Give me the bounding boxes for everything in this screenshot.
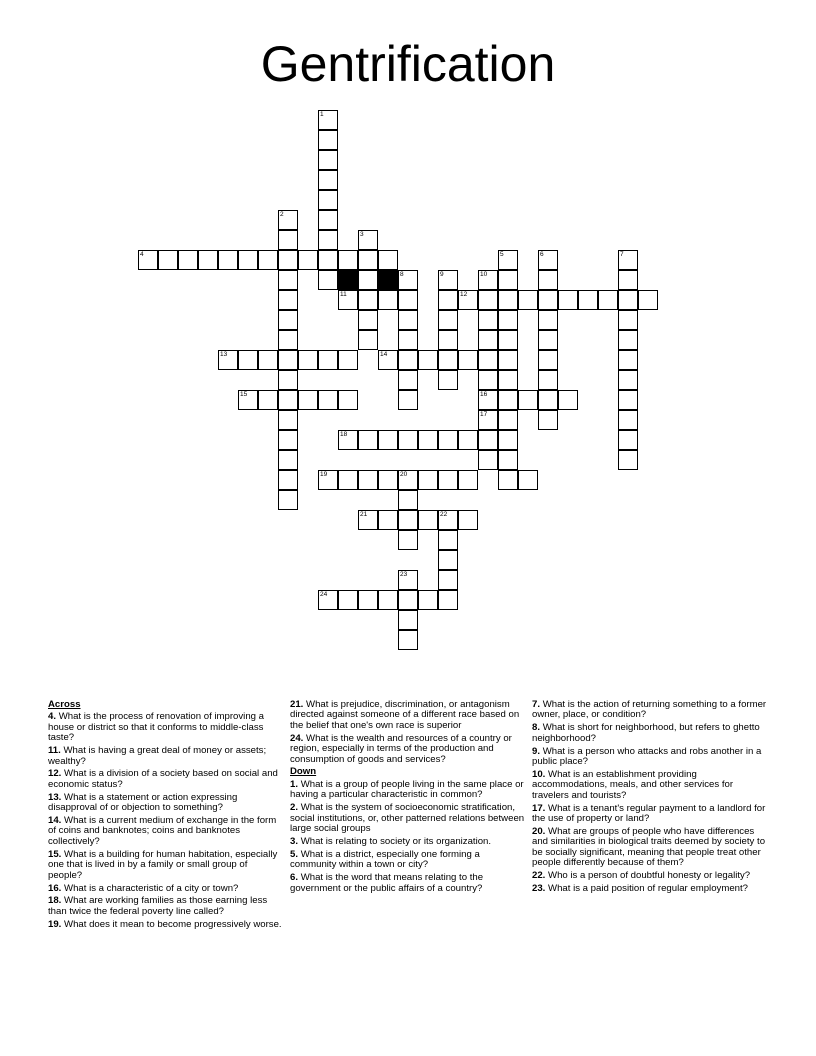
- crossword-cell[interactable]: [278, 450, 298, 470]
- clue-text: What is a building for human habitation, especially one that is lived in by a family or small group of people?: [48, 848, 278, 881]
- across-clue: [290, 700, 526, 731]
- crossword-cell[interactable]: [538, 390, 558, 410]
- crossword-cell[interactable]: [618, 370, 638, 390]
- crossword-cell[interactable]: [478, 410, 498, 430]
- crossword-cell[interactable]: [518, 390, 538, 410]
- crossword-cell[interactable]: [358, 290, 378, 310]
- crossword-cell[interactable]: [498, 450, 518, 470]
- crossword-cell[interactable]: [398, 310, 418, 330]
- clue-number: 21: [360, 511, 368, 518]
- crossword-cell[interactable]: [278, 270, 298, 290]
- clue-num: 10.: [532, 768, 546, 780]
- crossword-cell[interactable]: [138, 250, 158, 270]
- crossword-cell[interactable]: [358, 330, 378, 350]
- across-clue: [48, 884, 284, 894]
- crossword-cell[interactable]: [478, 370, 498, 390]
- clues-column-1: [48, 700, 284, 933]
- crossword-cell[interactable]: [498, 370, 518, 390]
- clue-number: 18: [340, 431, 348, 438]
- crossword-cell[interactable]: [418, 510, 438, 530]
- crossword-cell[interactable]: [378, 250, 398, 270]
- crossword-cell[interactable]: [618, 390, 638, 410]
- clue-text: What is the process of renovation of improving a house or district so that it conforms to middle-class taste?: [48, 711, 264, 744]
- crossword-cell[interactable]: [438, 510, 458, 530]
- crossword-cell[interactable]: [358, 270, 378, 290]
- crossword-cell[interactable]: [398, 390, 418, 410]
- clue-text: What is a paid position of regular employment?: [548, 883, 748, 894]
- clue-number: 13: [220, 351, 228, 358]
- crossword-cell[interactable]: [438, 350, 458, 370]
- crossword-cell[interactable]: [478, 450, 498, 470]
- clue-number: 23: [400, 571, 408, 578]
- crossword-cell[interactable]: [218, 350, 238, 370]
- clue-num: 7.: [532, 699, 541, 710]
- clue-number: 8: [400, 271, 404, 278]
- crossword-cell[interactable]: [438, 430, 458, 450]
- across-clue: [48, 712, 284, 743]
- clue-num: 21.: [290, 699, 304, 710]
- clue-num: 22.: [532, 870, 546, 882]
- crossword-cell[interactable]: [238, 390, 258, 410]
- crossword-cell[interactable]: [318, 110, 338, 130]
- crossword-cell[interactable]: [418, 350, 438, 370]
- crossword-cell[interactable]: [398, 530, 418, 550]
- crossword-cell[interactable]: [378, 470, 398, 490]
- clue-num: 14.: [48, 815, 62, 827]
- crossword-cell[interactable]: [358, 470, 378, 490]
- clue-num: 9.: [532, 745, 541, 757]
- crossword-cell[interactable]: [318, 470, 338, 490]
- crossword-cell[interactable]: [498, 390, 518, 410]
- clue-text: What is short for neighborhood, but refers to ghetto neighborhood?: [532, 722, 760, 744]
- crossword-cell[interactable]: [378, 590, 398, 610]
- crossword-cell[interactable]: [618, 330, 638, 350]
- clue-num: 15.: [48, 848, 62, 860]
- crossword-cell[interactable]: [378, 430, 398, 450]
- clue-number: 7: [620, 251, 624, 258]
- crossword-cell[interactable]: [478, 350, 498, 370]
- clue-text: What is the wealth and resources of a country or region, especially in terms of the production and consumption of goods and services?: [290, 732, 512, 765]
- clue-number: 9: [440, 271, 444, 278]
- crossword-cell[interactable]: [358, 510, 378, 530]
- clue-text: What is the action of returning something to a former owner, place, or condition?: [532, 699, 767, 721]
- crossword-cell[interactable]: [298, 390, 318, 410]
- crossword-cell[interactable]: [318, 210, 338, 230]
- crossword-cell[interactable]: [638, 290, 658, 310]
- crossword-cell[interactable]: [398, 510, 418, 530]
- clues-column-2: [290, 700, 526, 896]
- across-clue: [48, 816, 284, 847]
- clue-num: 20.: [532, 825, 546, 837]
- crossword-cell[interactable]: [498, 430, 518, 450]
- crossword-cell[interactable]: [498, 350, 518, 370]
- crossword-cell[interactable]: [278, 350, 298, 370]
- crossword-cell[interactable]: [518, 470, 538, 490]
- down-clue: [532, 871, 768, 881]
- crossword-cell[interactable]: [278, 390, 298, 410]
- down-clue: [532, 884, 768, 894]
- crossword-cell[interactable]: [498, 270, 518, 290]
- crossword-cell[interactable]: [498, 290, 518, 310]
- clue-num: 16.: [48, 882, 62, 894]
- crossword-cell[interactable]: [478, 330, 498, 350]
- crossword-cell[interactable]: [358, 310, 378, 330]
- clue-text: What is prejudice, discrimination, or antagonism directed against someone of a different race based on the belief that one's own race is superior: [290, 699, 520, 731]
- crossword-cell[interactable]: [378, 290, 398, 310]
- crossword-cell[interactable]: [318, 150, 338, 170]
- crossword-cell[interactable]: [438, 590, 458, 610]
- crossword-cell[interactable]: [378, 350, 398, 370]
- across-clue: [48, 920, 284, 930]
- clue-number: 4: [140, 251, 144, 258]
- crossword-cell[interactable]: [358, 230, 378, 250]
- crossword-cell[interactable]: [278, 430, 298, 450]
- crossword-cell[interactable]: [278, 410, 298, 430]
- crossword-cell[interactable]: [398, 570, 418, 590]
- clue-text: What are working families as those earning less than twice the federal poverty line called?: [48, 895, 268, 917]
- clue-num: 17.: [532, 802, 546, 814]
- crossword-cell[interactable]: [398, 430, 418, 450]
- clue-number: 6: [540, 251, 544, 258]
- crossword-cell[interactable]: [498, 310, 518, 330]
- crossword-cell[interactable]: [418, 430, 438, 450]
- crossword-cell[interactable]: [318, 130, 338, 150]
- crossword-cell[interactable]: [498, 330, 518, 350]
- crossword-cell[interactable]: [318, 230, 338, 250]
- crossword-cell[interactable]: [318, 250, 338, 270]
- clue-text: What is a person who attacks and robs another in a public place?: [532, 745, 762, 768]
- down-clue: [290, 780, 526, 801]
- crossword-cell[interactable]: [538, 310, 558, 330]
- crossword-cell[interactable]: [398, 590, 418, 610]
- crossword-cell[interactable]: [438, 370, 458, 390]
- crossword-cell[interactable]: [618, 450, 638, 470]
- down-clue: [290, 850, 526, 871]
- crossword-cell[interactable]: [618, 270, 638, 290]
- black-square: [338, 270, 358, 290]
- clue-number: 1: [320, 111, 324, 118]
- down-clue: [290, 873, 526, 894]
- crossword-cell[interactable]: [458, 430, 478, 450]
- crossword-cell[interactable]: [458, 510, 478, 530]
- clue-text: What is relating to society or its organization.: [300, 835, 492, 847]
- down-clue: [290, 837, 526, 847]
- clue-number: 11: [340, 291, 347, 298]
- crossword-cell[interactable]: [498, 470, 518, 490]
- crossword-cell[interactable]: [458, 470, 478, 490]
- crossword-cell[interactable]: [278, 250, 298, 270]
- down-clue: [532, 747, 768, 768]
- clue-text: What is a district, especially one forming a community within a town or city?: [290, 848, 480, 871]
- clue-text: What is having a great deal of money or assets; wealthy?: [48, 745, 267, 767]
- crossword-cell[interactable]: [458, 290, 478, 310]
- crossword-cell[interactable]: [298, 250, 318, 270]
- across-clue: [48, 793, 284, 814]
- clue-text: What does it mean to become progressively worse.: [64, 918, 282, 930]
- crossword-cell[interactable]: [398, 370, 418, 390]
- down-heading: Down: [290, 766, 317, 778]
- across-clue: [48, 769, 284, 790]
- crossword-cell[interactable]: [358, 250, 378, 270]
- clue-num: 3.: [290, 835, 299, 847]
- clue-text: What is the word that means relating to the government or the public affairs of a country?: [290, 872, 484, 894]
- clue-number: 22: [440, 511, 448, 518]
- crossword-cell[interactable]: [178, 250, 198, 270]
- crossword-cell[interactable]: [538, 370, 558, 390]
- crossword-cell[interactable]: [538, 270, 558, 290]
- clue-num: 8.: [532, 722, 541, 734]
- clue-text: What is an establishment providing accommodations, meals, and other services for travelers and tourists?: [532, 768, 734, 801]
- clue-text: What are groups of people who have differences and similarities in biological traits deemed by society to be socially significant, meaning that people treat other people differently because of them?: [532, 825, 766, 869]
- down-clue: [532, 700, 768, 721]
- down-clue: [532, 804, 768, 825]
- page-title: Gentrification: [260, 36, 556, 92]
- crossword-cell[interactable]: [438, 530, 458, 550]
- crossword-cell[interactable]: [358, 590, 378, 610]
- crossword-cell[interactable]: [318, 190, 338, 210]
- clue-num: 13.: [48, 791, 62, 803]
- crossword-cell[interactable]: [218, 250, 238, 270]
- crossword-cell[interactable]: [258, 250, 278, 270]
- crossword-cell[interactable]: [398, 350, 418, 370]
- crossword-cell[interactable]: [558, 290, 578, 310]
- clue-num: 24.: [290, 732, 304, 744]
- crossword-cell[interactable]: [398, 610, 418, 630]
- crossword-cell[interactable]: [278, 490, 298, 510]
- clue-number: 5: [500, 251, 504, 258]
- crossword-cell[interactable]: [438, 550, 458, 570]
- clue-num: 4.: [48, 711, 57, 723]
- crossword-cell[interactable]: [538, 290, 558, 310]
- crossword-cell[interactable]: [278, 470, 298, 490]
- crossword-cell[interactable]: [618, 350, 638, 370]
- crossword-cell[interactable]: [438, 570, 458, 590]
- crossword-cell[interactable]: [338, 430, 358, 450]
- crossword-cell[interactable]: [318, 350, 338, 370]
- clue-text: Who is a person of doubtful honesty or legality?: [548, 870, 751, 882]
- clue-number: 14: [380, 351, 388, 358]
- clue-number: 20: [400, 471, 408, 478]
- crossword-cell[interactable]: [318, 390, 338, 410]
- crossword-cell[interactable]: [458, 350, 478, 370]
- crossword-cell[interactable]: [538, 330, 558, 350]
- crossword-cell[interactable]: [478, 290, 498, 310]
- clue-num: 2.: [290, 802, 299, 814]
- crossword-cell[interactable]: [338, 250, 358, 270]
- clue-number: 24: [320, 591, 328, 598]
- crossword-cell[interactable]: [618, 410, 638, 430]
- clue-number: 10: [480, 271, 488, 278]
- crossword-cell[interactable]: [518, 290, 538, 310]
- crossword-cell[interactable]: [238, 250, 258, 270]
- across-clue: [48, 850, 284, 881]
- clue-text: What is a division of a society based on social and economic status?: [48, 768, 278, 790]
- crossword-cell[interactable]: [318, 270, 338, 290]
- across-clue: [48, 896, 284, 917]
- crossword-cell[interactable]: [438, 290, 458, 310]
- crossword-cell[interactable]: [558, 390, 578, 410]
- clue-number: 16: [480, 391, 488, 398]
- clue-number: 15: [240, 391, 248, 398]
- clue-text: What is a statement or action expressing disapproval of or objection to something?: [48, 791, 238, 814]
- crossword-cell[interactable]: [418, 590, 438, 610]
- crossword-cell[interactable]: [438, 310, 458, 330]
- crossword-cell[interactable]: [198, 250, 218, 270]
- crossword-cell[interactable]: [358, 430, 378, 450]
- crossword-cell[interactable]: [398, 630, 418, 650]
- crossword-cell[interactable]: [298, 350, 318, 370]
- crossword-cell[interactable]: [318, 590, 338, 610]
- clue-text: What is a current medium of exchange in the form of coins and banknotes; coins and banknotes collectively?: [48, 815, 277, 847]
- crossword-cell[interactable]: [278, 330, 298, 350]
- clue-num: 6.: [290, 872, 299, 884]
- clue-num: 18.: [48, 895, 62, 907]
- crossword-cell[interactable]: [578, 290, 598, 310]
- crossword-cell[interactable]: [598, 290, 618, 310]
- clue-number: 17: [480, 411, 488, 418]
- crossword-cell[interactable]: [498, 250, 518, 270]
- crossword-cell[interactable]: [338, 350, 358, 370]
- clue-text: What is a group of people living in the same place or having a particular characteristic in common?: [290, 778, 524, 801]
- crossword-cell[interactable]: [338, 470, 358, 490]
- clues-column-3: [532, 700, 768, 897]
- crossword-cell[interactable]: [538, 350, 558, 370]
- crossword-cell[interactable]: [618, 310, 638, 330]
- crossword-cell[interactable]: [618, 290, 638, 310]
- crossword-cell[interactable]: [278, 310, 298, 330]
- crossword-cell[interactable]: [398, 490, 418, 510]
- down-clue: [532, 827, 768, 869]
- black-square: [378, 270, 398, 290]
- clue-number: 3: [360, 231, 364, 238]
- crossword-cell[interactable]: [478, 390, 498, 410]
- crossword-cell[interactable]: [418, 470, 438, 490]
- down-clue: [532, 723, 768, 744]
- clue-num: 1.: [290, 778, 299, 790]
- crossword-cell[interactable]: [258, 350, 278, 370]
- across-clue: [290, 734, 526, 765]
- crossword-cell[interactable]: [398, 270, 418, 290]
- clue-number: 19: [320, 471, 328, 478]
- clue-text: What is a tenant's regular payment to a landlord for the use of property or land?: [532, 802, 766, 825]
- crossword-cell[interactable]: [318, 170, 338, 190]
- crossword-cell[interactable]: [278, 210, 298, 230]
- crossword-cell[interactable]: [538, 250, 558, 270]
- crossword-cell[interactable]: [498, 410, 518, 430]
- crossword-cell[interactable]: [618, 430, 638, 450]
- crossword-cell[interactable]: [238, 350, 258, 370]
- across-clue: [48, 746, 284, 767]
- crossword-cell[interactable]: [398, 290, 418, 310]
- crossword-cell[interactable]: [478, 430, 498, 450]
- crossword-cell[interactable]: [338, 590, 358, 610]
- crossword-cell[interactable]: [398, 470, 418, 490]
- clue-num: 19.: [48, 918, 62, 930]
- crossword-cell[interactable]: [278, 290, 298, 310]
- clue-number: 12: [460, 291, 468, 298]
- clue-text: What is the system of socioeconomic stratification, social institutions, or, other patterned relations between large social groups: [290, 802, 525, 834]
- clue-num: 23.: [532, 883, 546, 894]
- clue-num: 11.: [48, 745, 61, 757]
- crossword-cell[interactable]: [338, 390, 358, 410]
- crossword-cell[interactable]: [338, 290, 358, 310]
- clue-num: 5.: [290, 848, 299, 860]
- across-heading: Across: [48, 699, 81, 710]
- crossword-cell[interactable]: [378, 510, 398, 530]
- crossword-cell[interactable]: [278, 230, 298, 250]
- down-clue: [532, 770, 768, 801]
- crossword-cell[interactable]: [618, 250, 638, 270]
- crossword-cell[interactable]: [398, 330, 418, 350]
- crossword-cell[interactable]: [438, 270, 458, 290]
- clue-num: 12.: [48, 768, 62, 780]
- crossword-cell[interactable]: [478, 270, 498, 290]
- down-clue: [290, 803, 526, 834]
- crossword-cell[interactable]: [258, 390, 278, 410]
- crossword-cell[interactable]: [438, 330, 458, 350]
- crossword-cell[interactable]: [158, 250, 178, 270]
- crossword-cell[interactable]: [538, 410, 558, 430]
- crossword-cell[interactable]: [438, 470, 458, 490]
- clue-number: 2: [280, 211, 284, 218]
- crossword-cell[interactable]: [278, 370, 298, 390]
- crossword-cell[interactable]: [478, 310, 498, 330]
- clue-text: What is a characteristic of a city or town?: [64, 882, 239, 894]
